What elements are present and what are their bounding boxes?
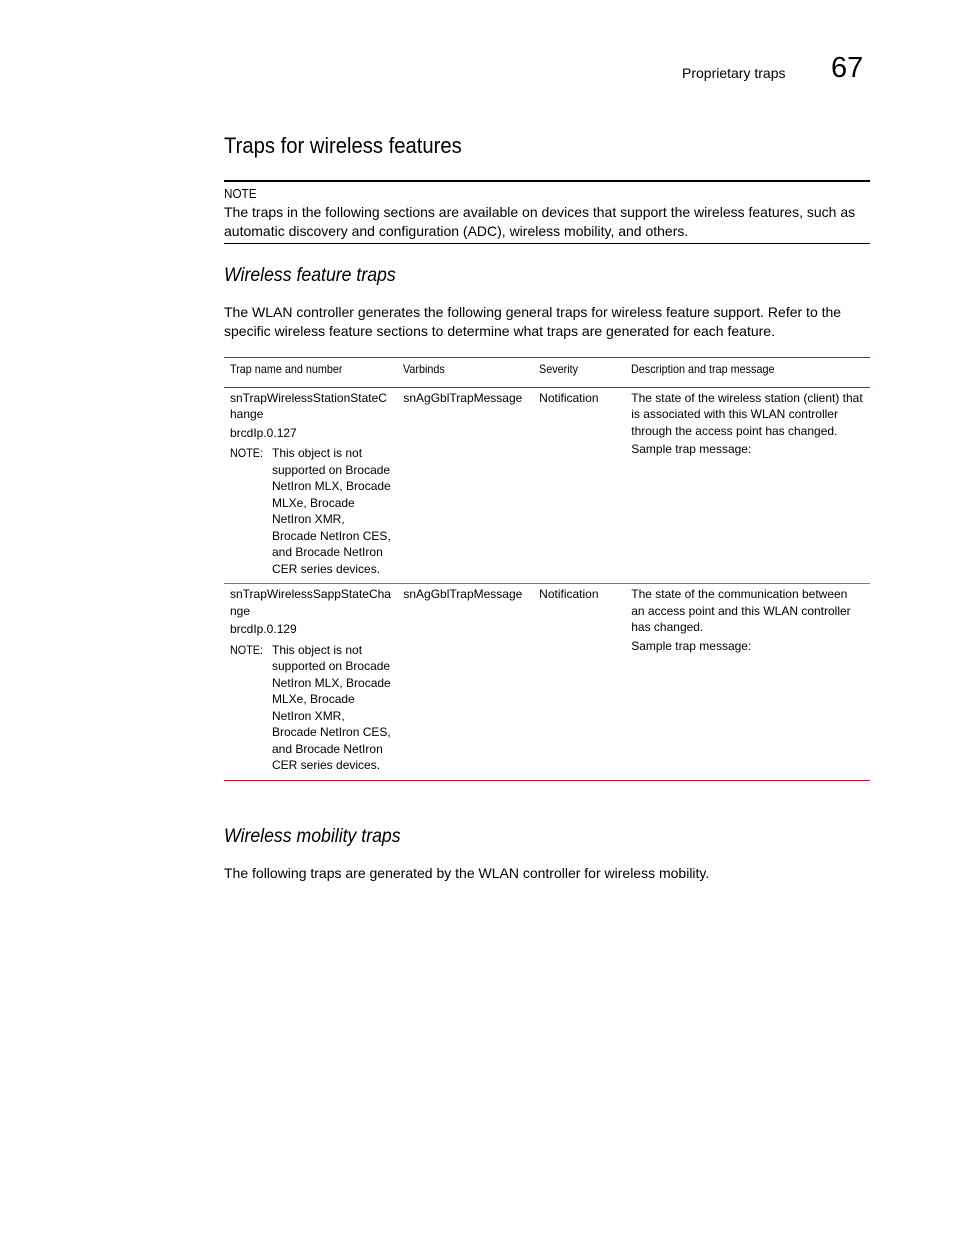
table-row (224, 387, 870, 584)
sample-trap-label: Sample trap message: (631, 638, 752, 653)
chapter-number: 67 (831, 52, 864, 84)
subsection-title-feature-traps: Wireless feature traps (224, 265, 396, 286)
severity-cell: Notification (533, 387, 625, 584)
mobility-traps-intro: The following traps are generated by the WLAN controller for wireless mobility. (224, 865, 710, 881)
column-header-trap-name: Trap name and number (224, 358, 397, 388)
varbinds-cell: snAgGblTrapMessage (397, 584, 533, 781)
cell-note (230, 642, 391, 774)
trap-name: snTrapWirelessStationStateChange (230, 390, 387, 421)
varbinds-cell: snAgGblTrapMessage (397, 387, 533, 584)
cell-note (230, 445, 391, 577)
note-label: NOTE (224, 186, 257, 201)
subsection-title-mobility-traps: Wireless mobility traps (224, 826, 401, 847)
table-row (224, 584, 870, 781)
cell-note-label: NOTE: (230, 642, 264, 657)
note-text: The traps in the following sections are available on devices that support the wireless features, such as automatic discovery and configuration (ADC), wireless mobility, and others. (224, 204, 856, 239)
running-header-section: Proprietary traps (682, 65, 786, 81)
description-text: The state of the communication between an access point and this WLAN controller has changed. (631, 587, 851, 634)
description-cell (625, 387, 870, 584)
trap-oid: brcdIp.0.129 (230, 622, 297, 636)
severity-cell: Notification (533, 584, 625, 781)
column-header-severity: Severity (533, 358, 625, 388)
table-header-row (224, 358, 870, 388)
sample-trap-label: Sample trap message: (631, 442, 752, 456)
cell-note-text: This object is not supported on Brocade NetIron MLX, Brocade MLXe, Brocade NetIron XMR, Brocade NetIron CES, and Brocade NetIron CER series devices. (272, 446, 391, 576)
feature-traps-intro: The WLAN controller generates the following general traps for wireless feature support. Refer to the specific wireless feature sections to determine what traps are generated for each feature. (224, 304, 842, 339)
section-title: Traps for wireless features (224, 133, 462, 158)
trap-name: snTrapWirelessSappStateChange (230, 587, 391, 618)
cell-note-label: NOTE: (230, 446, 264, 460)
trap-name-cell (224, 584, 397, 781)
column-header-varbinds: Varbinds (397, 358, 533, 388)
description-cell (625, 584, 870, 781)
cell-note-text: This object is not supported on Brocade NetIron MLX, Brocade MLXe, Brocade NetIron XMR, Brocade NetIron CES, and Brocade NetIron CER series devices. (272, 642, 391, 772)
note-box (224, 180, 870, 244)
description-text: The state of the wireless station (client) that is associated with this WLAN controller through the access point has changed. (631, 390, 863, 438)
trap-table (224, 357, 870, 781)
trap-oid: brcdIp.0.127 (230, 425, 297, 440)
column-header-description: Description and trap message (625, 358, 870, 388)
trap-name-cell (224, 387, 397, 584)
